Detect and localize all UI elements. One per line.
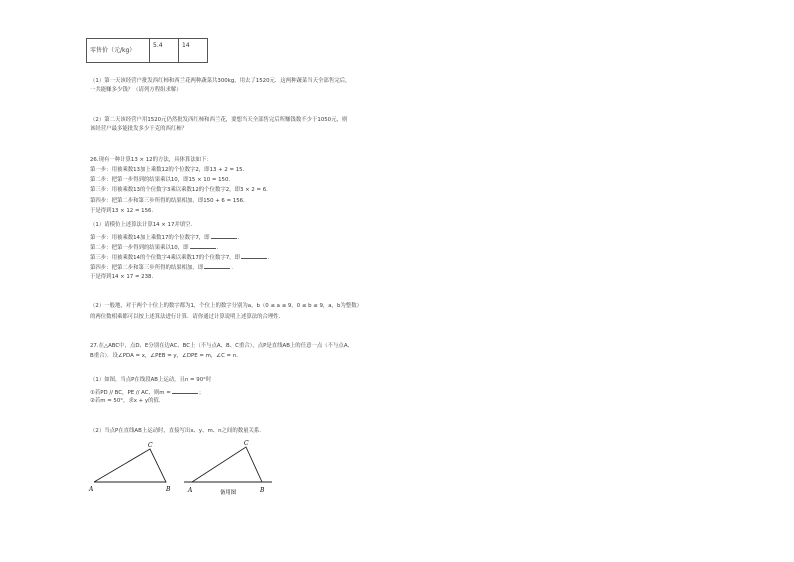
q26-sub2-cont: 的两位数相乘都可以按上述算法进行计算．请你通过计算说明上述算法的合理性．	[90, 314, 285, 320]
q25-part1: （1）第一天该经营户批发西红柿和西兰花两种蔬菜共300kg，用去了1520元．这两种蔬菜当天全部售完后，	[90, 78, 351, 84]
vertex-label-a: A	[89, 486, 94, 493]
table-row	[87, 39, 208, 63]
step-text: 第二步：把第一步得到的结果乘以10，即	[90, 245, 189, 251]
q26-sub1: （1）请模仿上述算法计算14 × 17并填空．	[90, 222, 196, 228]
figure-caption: 备用图	[220, 490, 237, 496]
step-text: 第一步：用被乘数14加上乘数17的个位数字7，即	[90, 235, 210, 241]
price-table	[86, 38, 208, 63]
triangle-abc	[192, 447, 262, 482]
table-cell: 5.4	[150, 39, 179, 63]
case-end: ；	[198, 390, 205, 396]
vertex-label-a: A	[188, 487, 193, 494]
step-end: ．	[267, 255, 274, 261]
q27-title-cont: B重合）．设∠PDA = x，∠PEB = y，∠DPE = m，∠C = n．	[90, 353, 242, 359]
vertex-label-c: C	[148, 442, 153, 449]
triangle-figure	[88, 440, 178, 496]
table-cell: 14	[179, 39, 208, 63]
q27-case1	[90, 388, 204, 397]
q26-fill-result: 于是得到14 × 17 = 238．	[90, 274, 157, 280]
answer-blank[interactable]	[204, 263, 230, 269]
answer-blank[interactable]	[241, 253, 267, 259]
q27-sub1: （1）如图，当点P在线段AB上运动，且n = 90°时	[90, 377, 212, 383]
step-text: 第四步：把第二步和第三步所得的结果相加，即	[90, 265, 204, 271]
step-text: 第三步：用被乘数14的个位数字4乘以乘数17的个位数字7，即	[90, 255, 240, 261]
q26-step3: 第三步：用被乘数13的个位数字3乘以乘数12的个位数字2，即3 × 2 = 6．	[90, 187, 272, 193]
q26-step2: 第二步：把第一步得到的结果乘以10，即15 × 10 = 150．	[90, 177, 234, 183]
q26-fill-step2	[90, 243, 222, 252]
step-end: ．	[216, 245, 222, 251]
answer-blank[interactable]	[211, 233, 237, 239]
step-end: ．	[231, 265, 237, 271]
q27-case2: ②若m = 50°，求x + y的值．	[90, 398, 165, 404]
step-end: ．	[237, 235, 243, 241]
q25-part2-cont: 该经营户最多能批发多少千克的西红柿？	[90, 126, 188, 132]
q26-fill-step4	[90, 263, 237, 272]
q27-sub2: （2）当点P在直线AB上运动时，直接写出x、y、m、n之间的数量关系．	[90, 428, 265, 434]
vertex-label-b: B	[260, 487, 265, 494]
case-text: ①若PD // BC，PE // AC，则m =	[90, 390, 171, 396]
q26-step1: 第一步：用被乘数13加上乘数12的个位数字2，即13 + 2 = 15．	[90, 167, 248, 173]
table-row-label: 零售价（元/kg）	[87, 39, 150, 63]
q27-title: 27.在△ABC中，点D、E分别在边AC、BC上（不与点A、B、C重合），点P是直线AB上的任意一点（不与点A、	[90, 343, 353, 349]
q26-result: 于是得到13 × 12 = 156．	[90, 208, 157, 214]
q26-fill-step1	[90, 233, 243, 242]
q26-title: 26.现有一种计算13 × 12的方法，具体算法如下：	[90, 157, 212, 163]
answer-blank[interactable]	[172, 388, 198, 394]
q26-fill-step3	[90, 253, 273, 262]
q26-sub2: （2）一般地，对于两个十位上的数字都为1，个位上的数字分别为a，b（0 ≤ a ≤ 9，0 ≤ b ≤ 9，a，b为整数）	[90, 303, 362, 309]
answer-blank[interactable]	[190, 243, 216, 249]
q25-part2: （2）第二天该经营户用1520元仍然批发西红柿和西兰花，要想当天全部售完后所赚钱数不少于1050元，则	[90, 117, 348, 123]
spare-triangle-figure	[180, 440, 280, 500]
q25-part1-cont: 一共能赚多少钱？（请列方程组求解）	[90, 87, 182, 93]
q26-step4: 第四步：把第二步和第三步所得的结果相加，即150 + 6 = 156．	[90, 198, 249, 204]
vertex-label-b: B	[166, 486, 171, 493]
vertex-label-c: C	[244, 440, 249, 447]
triangle-abc	[94, 449, 166, 482]
